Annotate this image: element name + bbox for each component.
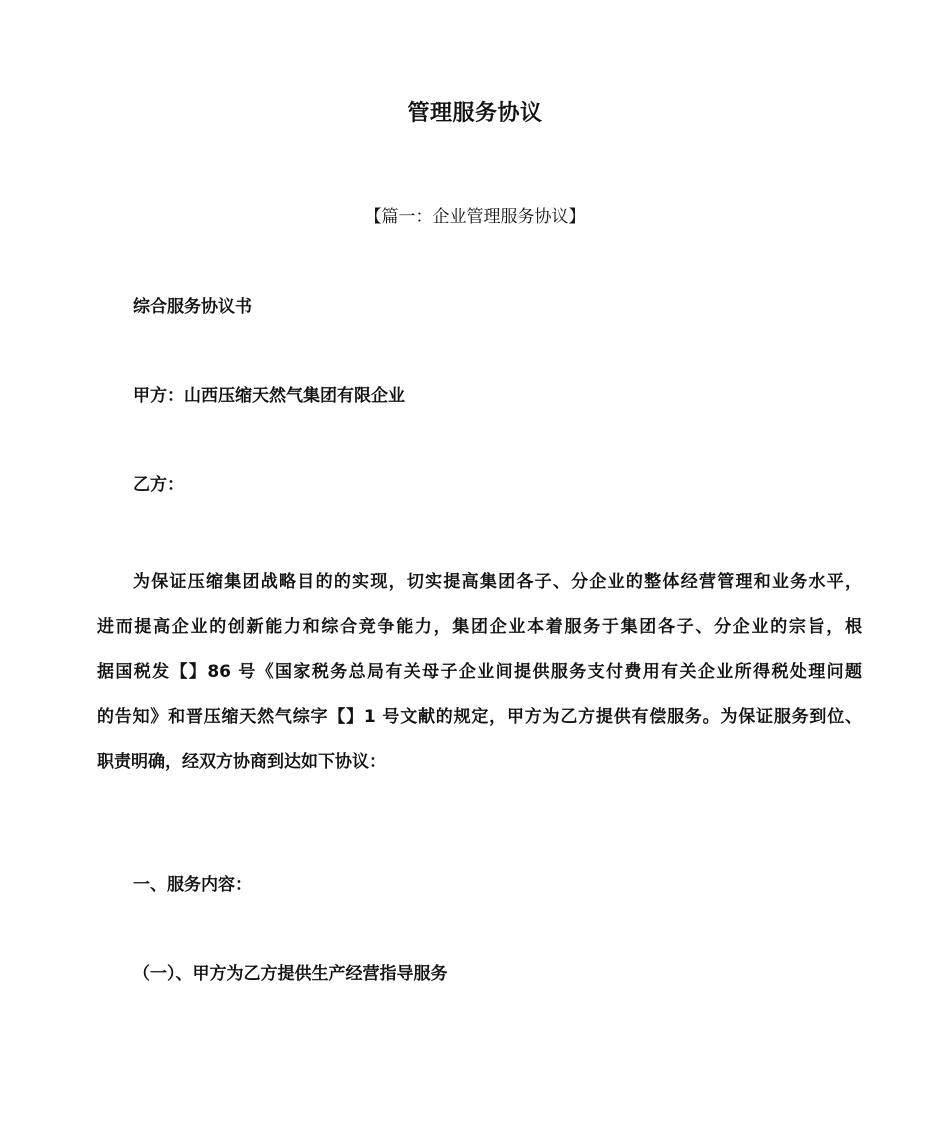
section-1-heading: 一、服务内容： [133, 875, 252, 895]
body-line-3: 据国税发【】86 号《国家税务总局有关母子企业间提供服务支付费用有关企业所得税处理问题 [97, 662, 862, 682]
document-title: 管理服务协议 [407, 101, 543, 126]
agreement-heading: 综合服务协议书 [133, 297, 252, 317]
body-line-4: 的告知》和晋压缩天然气综字【】1 号文献的规定，甲方为乙方提供有偿服务。为保证服务到位、 [97, 707, 862, 727]
party-a-line: 甲方：山西压缩天然气集团有限企业 [133, 386, 405, 406]
body-line-2: 进而提高企业的创新能力和综合竞争能力，集团企业本着服务于集团各子、分企业的宗旨，根 [97, 617, 862, 637]
section-1-1-heading: （一）、甲方为乙方提供生产经营指导服务 [133, 964, 448, 984]
agreement-body-paragraph [97, 560, 862, 785]
body-line-5: 职责明确，经双方协商到达如下协议： [97, 752, 386, 772]
body-line-1: 为保证压缩集团战略目的的实现，切实提高集团各子、分企业的整体经营管理和业务水平， [133, 572, 862, 592]
document-subtitle: 【篇一：企业管理服务协议】 [364, 207, 586, 227]
party-b-line: 乙方： [133, 475, 184, 495]
